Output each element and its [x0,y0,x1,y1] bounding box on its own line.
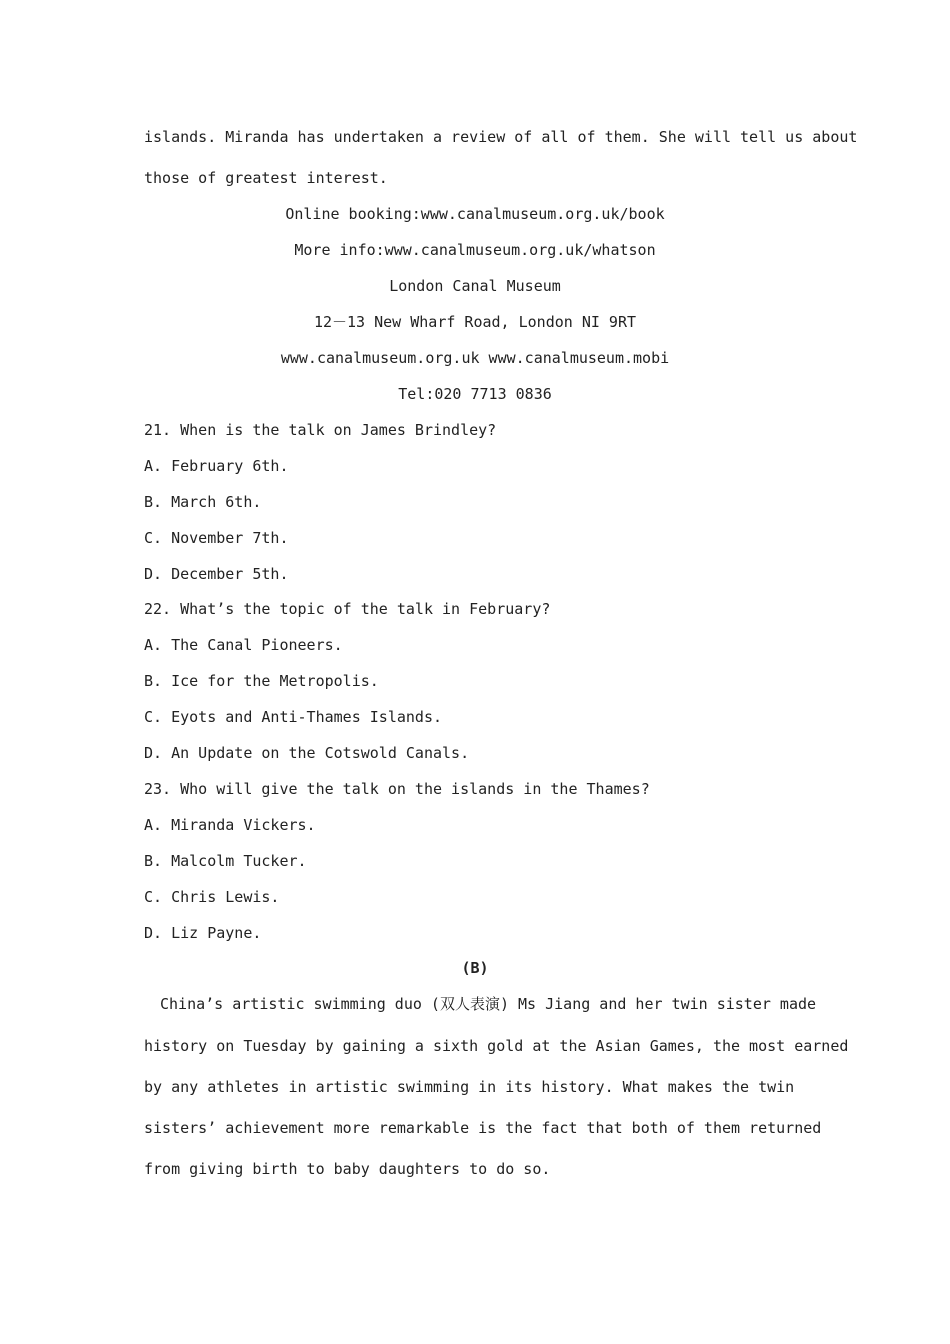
question-22-stem: 22. What’s the topic of the talk in February? [144,600,551,618]
section-b-heading: (B) [461,959,489,977]
passage-b-line-5: from giving birth to baby daughters to do so. [144,1160,551,1178]
museum-address: 12－13 New Wharf Road, London NI 9RT [313,313,637,331]
online-booking-link: Online booking:www.canalmuseum.org.uk/book [285,205,665,223]
passage-b-line-4: sisters’ achievement more remarkable is the fact that both of them returned [144,1119,822,1137]
more-info-link: More info:www.canalmuseum.org.uk/whatson [294,241,656,259]
question-21-option-b: B. March 6th. [144,493,262,511]
intro-line-1: islands. Miranda has undertaken a review of all of them. She will tell us about [144,128,858,146]
passage-b-line-1: China’s artistic swimming duo (双人表演) Ms Jiang and her twin sister made [160,995,817,1013]
question-21-stem: 21. When is the talk on James Brindley? [144,421,497,439]
intro-line-2: those of greatest interest. [144,169,388,187]
museum-tel: Tel:020 7713 0836 [398,385,552,403]
passage-b-line-2: history on Tuesday by gaining a sixth gold at the Asian Games, the most earned [144,1037,849,1055]
museum-name: London Canal Museum [389,277,561,295]
question-22-option-d: D. An Update on the Cotswold Canals. [144,744,470,762]
question-22-option-a: A. The Canal Pioneers. [144,636,343,654]
question-22-option-b: B. Ice for the Metropolis. [144,672,379,690]
question-23-option-b: B. Malcolm Tucker. [144,852,307,870]
passage-b-line-3: by any athletes in artistic swimming in its history. What makes the twin [144,1078,795,1096]
question-21-option-a: A. February 6th. [144,457,289,475]
question-21-option-d: D. December 5th. [144,565,289,583]
question-23-option-d: D. Liz Payne. [144,924,262,942]
question-23-stem: 23. Who will give the talk on the islands in the Thames? [144,780,650,798]
question-22-option-c: C. Eyots and Anti-Thames Islands. [144,708,443,726]
question-23-option-c: C. Chris Lewis. [144,888,280,906]
museum-websites: www.canalmuseum.org.uk www.canalmuseum.mobi [280,349,670,367]
question-23-option-a: A. Miranda Vickers. [144,816,316,834]
question-21-option-c: C. November 7th. [144,529,289,547]
